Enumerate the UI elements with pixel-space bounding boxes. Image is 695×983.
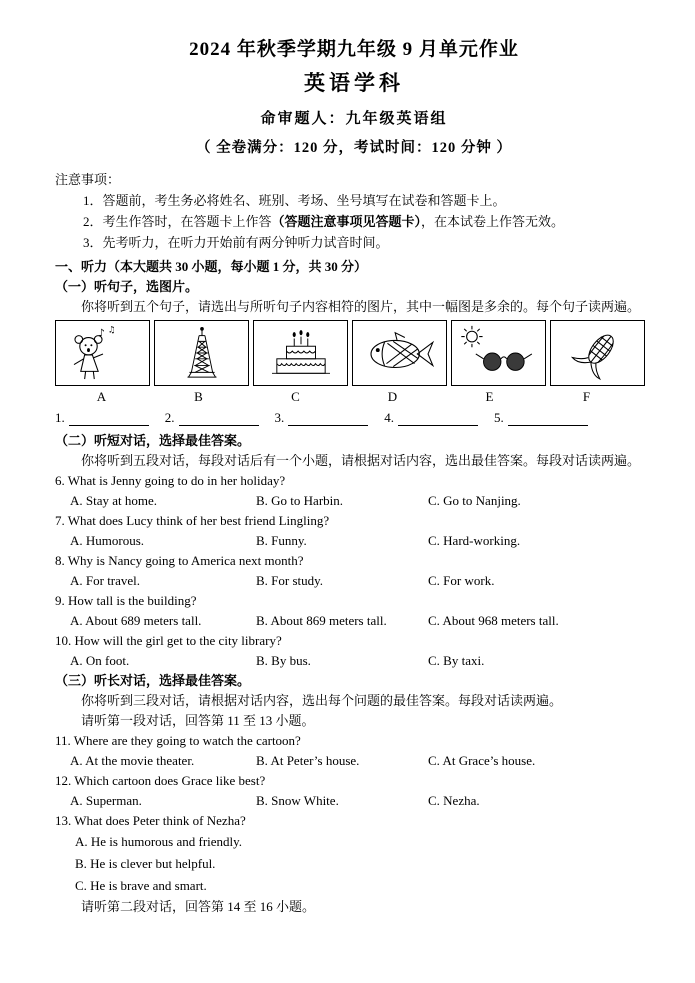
listening-section-title: 一、听力（本大题共 30 小题，每小题 1 分，共 30 分）: [55, 259, 368, 274]
question-13-option-a: A. He is humorous and friendly.: [75, 834, 243, 849]
picture-box-f: [550, 320, 645, 386]
answer-blank-line-5[interactable]: [508, 412, 588, 426]
question-8-options: [55, 571, 653, 591]
picture-box-e: [451, 320, 546, 386]
question-13-text: 13. What does Peter think of Nezha?: [55, 813, 246, 828]
picture-box-b: [154, 320, 249, 386]
tower-icon: [158, 324, 246, 382]
dialog2-note: 请听第二段对话，回答第 14 至 16 小题。: [81, 899, 316, 914]
question-8-text: 8. Why is Nancy going to America next month?: [55, 553, 304, 568]
question-8-option-a: A. For travel.: [70, 573, 141, 588]
picture-label-b: B: [194, 389, 203, 404]
answer-blank-2: [165, 410, 259, 426]
singing-girl-icon: [59, 324, 147, 382]
answer-blank-line-1[interactable]: [69, 412, 149, 426]
question-10-options: [55, 651, 653, 671]
question-12-text: 12. Which cartoon does Grace like best?: [55, 773, 266, 788]
corn-icon: [554, 324, 642, 382]
notice-item-2-bold: （答题注意事项见答题卡）: [271, 214, 422, 229]
paper-subject: 英语学科: [304, 71, 404, 95]
question-12-option-c: C. Nezha.: [428, 793, 480, 808]
question-10: [55, 631, 653, 671]
answer-blank-5: [494, 410, 588, 426]
picture-label-f: F: [582, 389, 591, 404]
notice-item-3: 3．先考听力，在听力开始前有两分钟听力试音时间。: [83, 235, 389, 250]
question-6-option-c: C. Go to Nanjing.: [428, 493, 521, 508]
question-13-option-b: B. He is clever but helpful.: [75, 856, 216, 871]
svg-text:♪: ♪: [97, 326, 105, 340]
cake-icon: [257, 324, 345, 382]
question-11-text: 11. Where are they going to watch the cartoon?: [55, 733, 301, 748]
blank-number-2: 2.: [164, 410, 175, 425]
picture-box-a: [55, 320, 150, 386]
question-11-option-b: B. At Peter’s house.: [256, 753, 360, 768]
dialog1-note: 请听第一段对话，回答第 11 至 13 小题。: [81, 713, 315, 728]
answer-blank-line-2[interactable]: [179, 412, 259, 426]
notice-item-2-pre: 2．考生作答时，在答题卡上作答: [83, 214, 272, 229]
question-11-option-a: A. At the movie theater.: [70, 753, 195, 768]
svg-text:♫: ♫: [107, 325, 116, 336]
question-13: [55, 811, 653, 897]
question-12-options: [55, 791, 653, 811]
question-10-option-c: C. By taxi.: [428, 653, 485, 668]
question-9: [55, 591, 653, 631]
question-6-options: [55, 491, 653, 511]
paper-meta: （ 全卷满分：120 分，考试时间：120 分钟 ）: [196, 140, 512, 156]
question-10-text: 10. How will the girl get to the city library?: [55, 633, 282, 648]
notice-item-2-post: ，在本试卷上作答无效。: [421, 214, 565, 229]
question-8-option-c: C. For work.: [428, 573, 495, 588]
part2-title: （二）听短对话，选择最佳答案。: [55, 433, 251, 448]
part1-instruction: 你将听到五个句子，请选出与所听句子内容相符的图片，其中一幅图是多余的。每个句子读两遍。: [81, 299, 641, 314]
notice-item-1: 1．答题前，考生务必将姓名、班别、考场、坐号填写在试卷和答题卡上。: [83, 193, 506, 208]
answer-blank-line-3[interactable]: [288, 412, 368, 426]
question-13-options: [55, 831, 653, 897]
question-7-text: 7. What does Lucy think of her best friend Lingling?: [55, 513, 330, 528]
paper-title: 2024 年秋季学期九年级 9 月单元作业: [189, 39, 519, 60]
part2-instruction: 你将听到五段对话，每段对话后有一个小题，请根据对话内容，选出最佳答案。每段对话读两遍。: [81, 453, 641, 468]
blank-number-5: 5.: [494, 410, 504, 425]
picture-box-d: [352, 320, 447, 386]
picture-box-c: [253, 320, 348, 386]
part3-instruction: 你将听到三段对话，请根据对话内容，选出每个问题的最佳答案。每段对话读两遍。: [81, 693, 563, 708]
paper-setter: 命审题人：九年级英语组: [260, 111, 448, 127]
question-12-option-b: B. Snow White.: [256, 793, 339, 808]
question-9-option-c: C. About 968 meters tall.: [428, 613, 559, 628]
question-7-option-c: C. Hard-working.: [428, 533, 521, 548]
question-9-option-b: B. About 869 meters tall.: [256, 613, 387, 628]
answer-blank-row: [55, 410, 653, 426]
blank-number-4: 4.: [384, 410, 394, 425]
question-6-option-a: A. Stay at home.: [70, 493, 158, 508]
question-6: [55, 471, 653, 511]
sun-sunglasses-icon: [455, 324, 543, 382]
blank-number-1: 1.: [55, 410, 65, 425]
question-7-option-b: B. Funny.: [256, 533, 307, 548]
notice-heading: 注意事项：: [55, 172, 121, 187]
question-10-option-b: B. By bus.: [256, 653, 311, 668]
question-9-text: 9. How tall is the building?: [55, 593, 197, 608]
picture-label-a: A: [96, 389, 107, 404]
question-12-option-a: A. Superman.: [70, 793, 142, 808]
question-12: [55, 771, 653, 811]
question-9-options: [55, 611, 653, 631]
answer-blank-3: [275, 410, 369, 426]
part1-title: （一）听句子，选图片。: [55, 279, 199, 294]
fish-icon: [356, 324, 444, 382]
question-10-option-a: A. On foot.: [70, 653, 130, 668]
question-7-options: [55, 531, 653, 551]
part3-title: （三）听长对话，选择最佳答案。: [55, 673, 251, 688]
question-11: [55, 731, 653, 771]
answer-blank-line-4[interactable]: [398, 412, 478, 426]
question-11-option-c: C. At Grace’s house.: [428, 753, 536, 768]
blank-number-3: 3.: [274, 410, 285, 425]
question-9-option-a: A. About 689 meters tall.: [70, 613, 202, 628]
question-8: [55, 551, 653, 591]
picture-label-c: C: [291, 389, 300, 404]
question-6-text: 6. What is Jenny going to do in her holiday?: [55, 473, 286, 488]
picture-label-d: D: [387, 389, 398, 404]
picture-label-e: E: [485, 389, 494, 404]
question-11-options: [55, 751, 653, 771]
picture-letter-row: [55, 388, 653, 405]
question-6-option-b: B. Go to Harbin.: [256, 493, 344, 508]
notice-item-2: [55, 211, 653, 232]
question-7: [55, 511, 653, 551]
answer-blank-4: [384, 410, 478, 426]
question-7-option-a: A. Humorous.: [70, 533, 145, 548]
question-13-option-c: C. He is brave and smart.: [75, 878, 207, 893]
picture-row: [55, 320, 653, 386]
answer-blank-1: [55, 410, 149, 426]
question-8-option-b: B. For study.: [256, 573, 324, 588]
